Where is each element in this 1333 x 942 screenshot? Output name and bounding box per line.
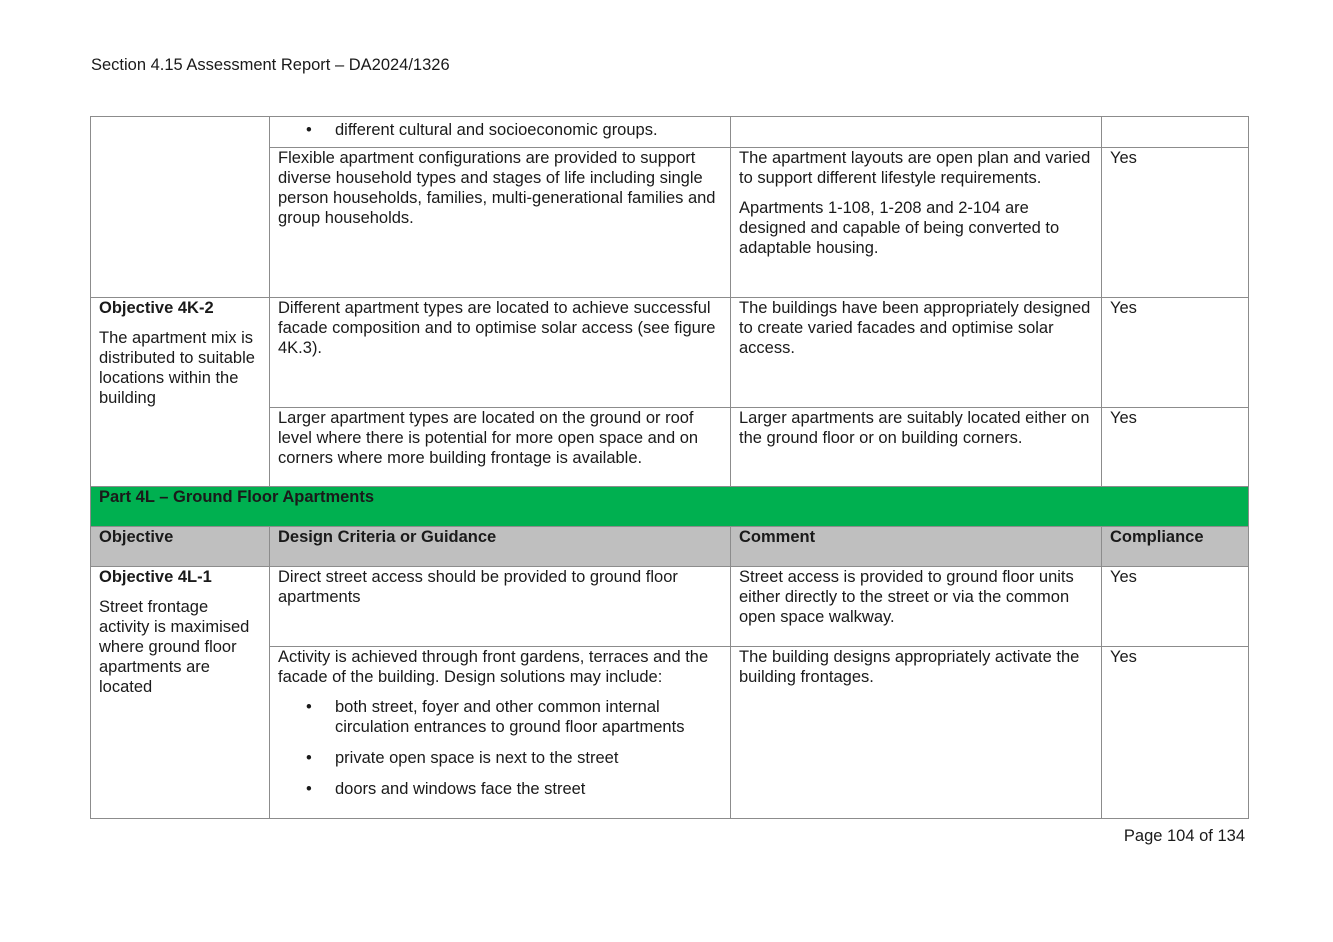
table-row: [91, 298, 1249, 408]
section-heading-row: [91, 487, 1249, 527]
list-item: • both street, foyer and other common internal circulation entrances to ground floor apartments: [278, 697, 722, 737]
criteria-text: Flexible apartment configurations are provided to support diverse household types and stages of life including single person households, families, multi-generational families and group households.: [278, 149, 716, 227]
bullet-list: [278, 120, 722, 140]
comment-cell: [731, 117, 1102, 148]
compliance-cell: Yes: [1102, 567, 1249, 647]
objective-cell: [91, 567, 270, 819]
criteria-cell: [270, 117, 731, 148]
column-header: Compliance: [1102, 527, 1249, 567]
list-item: • doors and windows face the street: [278, 779, 722, 799]
column-header: Comment: [731, 527, 1102, 567]
table-row: [91, 567, 1249, 647]
criteria-cell: Different apartment types are located to achieve successful facade composition and to optimise solar access (see figure 4K.3).: [270, 298, 731, 408]
table-row: [91, 117, 1249, 148]
objective-title: Objective 4L-1: [99, 568, 212, 586]
comment-cell: [731, 148, 1102, 298]
objective-cell: [91, 298, 270, 487]
list-item: • private open space is next to the street: [278, 748, 722, 768]
criteria-cell: [270, 647, 731, 819]
criteria-cell: [270, 148, 731, 298]
page-number: Page 104 of 134: [1123, 827, 1245, 845]
comment-text: The apartment layouts are open plan and varied to support different lifestyle requirements.: [739, 149, 1091, 187]
bullet-list: [278, 697, 722, 799]
comment-text: Apartments 1-108, 1-208 and 2-104 are designed and capable of being converted to adaptable housing.: [739, 199, 1060, 257]
report-header: Section 4.15 Assessment Report – DA2024/1326: [91, 56, 450, 74]
objective-cell: [91, 117, 270, 298]
compliance-cell: Yes: [1102, 647, 1249, 819]
criteria-text: Activity is achieved through front gardens, terraces and the facade of the building. Design solutions may include:: [278, 648, 709, 686]
comment-cell: Street access is provided to ground floor units either directly to the street or via the common open space walkway.: [731, 567, 1102, 647]
objective-text: The apartment mix is distributed to suitable locations within the building: [99, 329, 255, 407]
list-item: • different cultural and socioeconomic groups.: [278, 120, 722, 140]
objective-title: Objective 4K-2: [99, 299, 214, 317]
compliance-cell: Yes: [1102, 148, 1249, 298]
column-header-row: [91, 527, 1249, 567]
compliance-cell: [1102, 117, 1249, 148]
criteria-cell: Larger apartment types are located on the ground or roof level where there is potential for more open space and on corners where more building frontage is available.: [270, 408, 731, 487]
column-header: Design Criteria or Guidance: [270, 527, 731, 567]
criteria-cell: Direct street access should be provided to ground floor apartments: [270, 567, 731, 647]
comment-cell: The buildings have been appropriately designed to create varied facades and optimise solar access.: [731, 298, 1102, 408]
comment-cell: The building designs appropriately activate the building frontages.: [731, 647, 1102, 819]
comment-cell: Larger apartments are suitably located either on the ground floor or on building corners.: [731, 408, 1102, 487]
section-title: Part 4L – Ground Floor Apartments: [91, 487, 1249, 527]
compliance-cell: Yes: [1102, 408, 1249, 487]
assessment-table: [90, 116, 1249, 819]
objective-text: Street frontage activity is maximised where ground floor apartments are located: [99, 598, 250, 696]
column-header: Objective: [91, 527, 270, 567]
compliance-cell: Yes: [1102, 298, 1249, 408]
